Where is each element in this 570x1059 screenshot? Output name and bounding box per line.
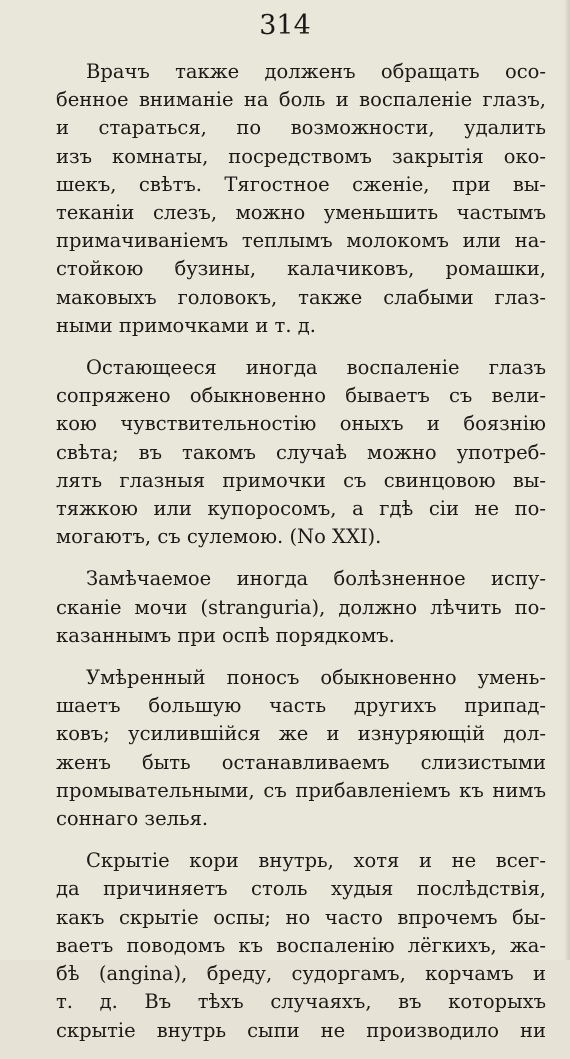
text-line: шекъ, свѣтъ. Тягостное сженіе, при вы-: [56, 172, 546, 196]
text-line: ными примочками и т. д.: [56, 313, 316, 337]
text-line: свѣта; въ такомъ случаѣ можно употреб-: [56, 440, 546, 464]
text-line: и стараться, по возможности, удалить: [56, 116, 546, 140]
text-line: Замѣчаемое иногда болѣзненное испу-: [86, 567, 546, 591]
text-line: тяжкою или купоросомъ, а гдѣ сіи не по-: [56, 497, 546, 521]
paragraph-5: [56, 847, 546, 1044]
text-line: бѣ (angina), бреду, судоргамъ, корчамъ и: [56, 962, 546, 986]
text-line: Врачъ также долженъ обращать осо-: [86, 60, 546, 83]
text-line: примачиваніемъ теплымъ молокомъ или на-: [56, 229, 546, 253]
text-line: маковыхъ головокъ, также слабыми глаз-: [56, 285, 546, 309]
text-line: промывательными, съ прибавленіемъ къ нимъ: [56, 778, 546, 802]
page-number: 314: [259, 10, 311, 41]
text-line: теканіи слезъ, можно уменьшить частымъ: [56, 201, 546, 225]
text-line: т. д. Въ тѣхъ случаяхъ, въ которыхъ: [56, 990, 546, 1014]
text-line: женъ быть останавливаемъ слизистыми: [56, 750, 546, 774]
paragraph-4: [56, 664, 546, 833]
text-line: сканіе мочи (stranguria), должно лѣчить по-: [56, 595, 546, 619]
text-line: могаютъ, съ сулемою. (No XXI).: [56, 525, 382, 549]
text-line: лять глазныя примочки съ свинцовою вы-: [56, 468, 546, 492]
text-line: кою чувствительностію оныхъ и боязнію: [56, 412, 546, 436]
text-line: соннаго зелья.: [56, 807, 209, 831]
text-line: да причиняетъ столь худыя послѣдствія,: [56, 877, 546, 901]
paragraph-3: [56, 565, 546, 650]
text-line: Остающееся иногда воспаленіе глазъ: [86, 356, 546, 380]
paragraph-1: [56, 58, 546, 340]
page-edge-shadow: [564, 0, 570, 960]
text-line: изъ комнаты, посредствомъ закрытія око-: [56, 144, 546, 168]
text-line: Умѣренный поносъ обыкновенно умень-: [86, 666, 546, 690]
text-line: шаетъ большую часть другихъ припад-: [56, 694, 546, 718]
text-line: бенное вниманіе на боль и воспаленіе глазъ,: [56, 88, 546, 112]
text-line: какъ скрытіе оспы; но часто впрочемъ бы-: [56, 905, 546, 929]
text-line: ковъ; усилившійся же и изнуряющій дол-: [56, 722, 546, 746]
text-line: стойкою бузины, калачиковъ, ромашки,: [56, 257, 546, 281]
text-line: Скрытіе кори внутрь, хотя и не всег-: [86, 849, 546, 873]
text-line: ваетъ поводомъ къ воспаленію лёгкихъ, жа-: [56, 933, 546, 957]
text-line: сопряжено обыкновенно бываетъ съ вели-: [56, 384, 546, 408]
text-line: казаннымъ при оспѣ порядкомъ.: [56, 623, 395, 647]
paragraph-2: [56, 354, 546, 551]
text-line: скрытіе внутрь сыпи не производило ни: [56, 1018, 546, 1042]
body-text: [56, 58, 546, 1059]
